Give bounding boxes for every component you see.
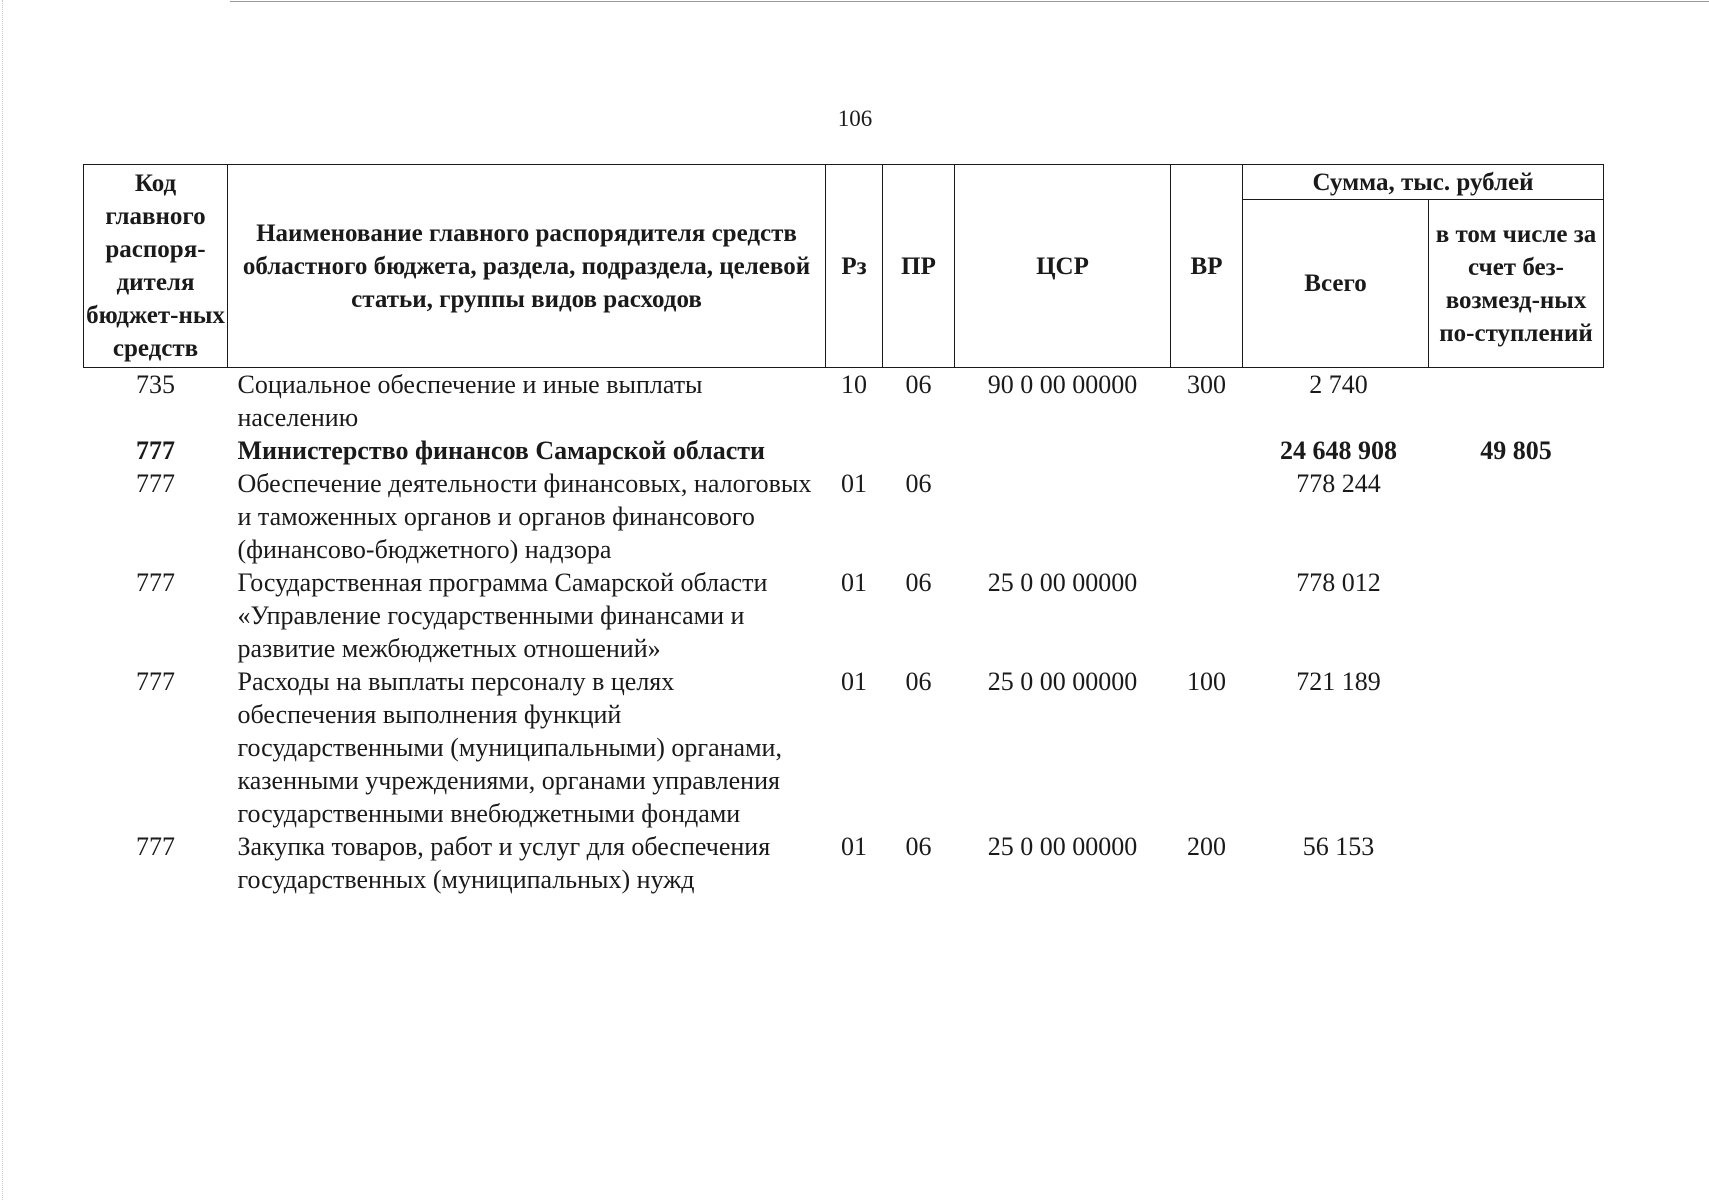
header-rz: Рз bbox=[826, 165, 883, 368]
cell-rz: 01 bbox=[841, 469, 867, 498]
cell-name: Расходы на выплаты персоналу в целях обеспечения выполнения функций государственными (муниципальными) органами, казенными учреждениями, органами управления государственными внебюджетными фондами bbox=[237, 667, 782, 828]
cell-rz: 01 bbox=[841, 568, 867, 597]
cell-total: 24 648 908 bbox=[1280, 436, 1397, 465]
cell-csr: 90 0 00 00000 bbox=[987, 370, 1138, 399]
cell-total: 721 189 bbox=[1296, 667, 1381, 696]
header-name: Наименование главного распорядителя средств областного бюджета, раздела, подраздела, целевой статьи, группы видов расходов bbox=[228, 165, 826, 368]
cell-csr bbox=[955, 467, 1171, 566]
cell-total: 778 012 bbox=[1296, 568, 1381, 597]
scan-border-line bbox=[230, 1, 1709, 2]
header-free-receipts: в том числе за счет без-возмезд-ных по-ступлений bbox=[1429, 200, 1604, 368]
cell-free-receipts bbox=[1429, 368, 1604, 435]
cell-vr bbox=[1171, 434, 1243, 467]
table-body bbox=[84, 368, 1604, 897]
cell-vr bbox=[1171, 566, 1243, 665]
cell-pr: 06 bbox=[905, 832, 932, 861]
table-row bbox=[84, 368, 1604, 435]
header-pr: ПР bbox=[883, 165, 955, 368]
budget-table-container bbox=[83, 164, 1603, 896]
cell-rz: 10 bbox=[841, 370, 867, 399]
table-row bbox=[84, 665, 1604, 830]
cell-code: 777 bbox=[136, 436, 175, 465]
cell-pr: 06 bbox=[905, 667, 932, 696]
table-header bbox=[84, 165, 1604, 368]
table-row bbox=[84, 467, 1604, 566]
cell-name: Закупка товаров, работ и услуг для обеспечения государственных (муниципальных) нужд bbox=[237, 832, 771, 894]
cell-csr: 25 0 00 00000 bbox=[987, 568, 1138, 597]
cell-csr bbox=[955, 434, 1171, 467]
page-number: 106 bbox=[837, 106, 873, 131]
cell-name: Обеспечение деятельности финансовых, налоговых и таможенных органов и органов финансового (финансово-бюджетного) надзора bbox=[237, 469, 812, 564]
cell-free-receipts bbox=[1429, 467, 1604, 566]
scan-left-edge bbox=[2, 0, 3, 1200]
cell-pr bbox=[883, 434, 955, 467]
cell-code: 777 bbox=[136, 568, 175, 597]
cell-total: 56 153 bbox=[1302, 832, 1375, 861]
cell-free-receipts: 49 805 bbox=[1480, 436, 1552, 465]
cell-vr: 200 bbox=[1187, 832, 1226, 861]
cell-csr: 25 0 00 00000 bbox=[987, 832, 1138, 861]
cell-free-receipts bbox=[1429, 830, 1604, 896]
cell-rz: 01 bbox=[841, 667, 867, 696]
header-csr: ЦСР bbox=[955, 165, 1171, 368]
cell-name: Социальное обеспечение и иные выплаты населению bbox=[237, 370, 703, 432]
table-row bbox=[84, 830, 1604, 896]
header-total: Всего bbox=[1243, 200, 1429, 368]
cell-total: 2 740 bbox=[1309, 370, 1368, 399]
table-row bbox=[84, 566, 1604, 665]
cell-pr: 06 bbox=[905, 469, 932, 498]
cell-rz: 01 bbox=[841, 832, 867, 861]
cell-vr: 300 bbox=[1187, 370, 1226, 399]
cell-total: 778 244 bbox=[1296, 469, 1381, 498]
header-row-top bbox=[84, 165, 1604, 200]
header-code: Код главного распоря-дителя бюджет-ных средств bbox=[84, 165, 228, 368]
header-vr: ВР bbox=[1171, 165, 1243, 368]
cell-free-receipts bbox=[1429, 566, 1604, 665]
header-sum-group: Сумма, тыс. рублей bbox=[1243, 165, 1604, 200]
cell-pr: 06 bbox=[905, 370, 932, 399]
cell-vr: 100 bbox=[1187, 667, 1226, 696]
cell-code: 777 bbox=[136, 832, 175, 861]
cell-rz bbox=[826, 434, 883, 467]
cell-name: Министерство финансов Самарской области bbox=[237, 436, 765, 465]
cell-code: 777 bbox=[136, 667, 175, 696]
cell-code: 735 bbox=[136, 370, 175, 399]
cell-free-receipts bbox=[1429, 665, 1604, 830]
cell-pr: 06 bbox=[905, 568, 932, 597]
cell-csr: 25 0 00 00000 bbox=[987, 667, 1138, 696]
budget-table bbox=[83, 164, 1604, 896]
cell-name: Государственная программа Самарской области «Управление государственными финансами и развитие межбюджетных отношений» bbox=[237, 568, 768, 663]
table-row bbox=[84, 434, 1604, 467]
cell-vr bbox=[1171, 467, 1243, 566]
cell-code: 777 bbox=[136, 469, 175, 498]
